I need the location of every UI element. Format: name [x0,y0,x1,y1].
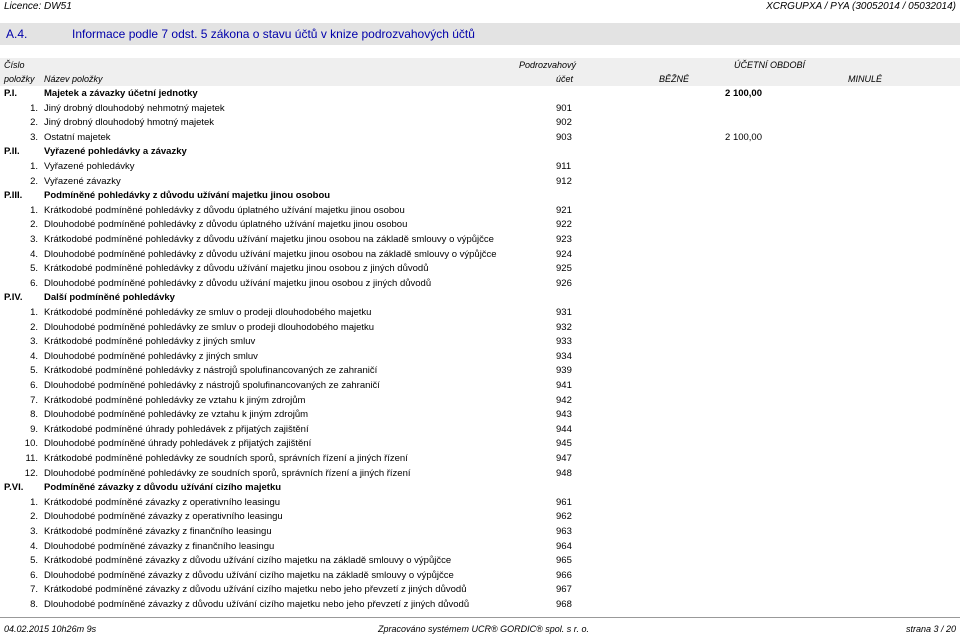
row-code: 3. [30,526,38,537]
row-code: 2. [30,321,38,333]
row-code: 4. [30,248,38,260]
row-name: Majetek a závazky účetní jednotky [44,88,198,99]
row-account: 901 [556,102,572,114]
footer-processed-by: Zpracováno systémem UCR® GORDIC® spol. s r. o. [378,624,589,634]
row-account: 924 [556,248,572,260]
row-code: 1. [30,161,38,172]
row-name: Krátkodobé podmíněné pohledávky z nástrojů spolufinancovaných ze zahraničí [44,365,378,377]
table-row [0,496,960,511]
row-account: 963 [556,526,572,537]
table-row [0,583,960,598]
row-code: 5. [30,263,38,275]
row-code: 1. [30,204,38,216]
table-row [0,598,960,613]
table-row [0,394,960,409]
footer-page-number: strana 3 / 20 [905,624,956,634]
licence-label: Licence: DW51 [4,1,72,12]
table-row [0,204,960,219]
row-name: Krátkodobé podmíněné pohledávky ze soudních sporů, správních řízení a jiných řízení [44,453,408,464]
row-name: Jiný drobný dlouhodobý hmotný majetek [44,117,215,129]
row-name: Dlouhodobé podmíněné pohledávky z důvodu užívání majetku jinou osobou z jiných důvodů [44,277,432,289]
row-account: 967 [556,584,572,596]
section-code: A.4. [6,27,28,41]
row-account: 966 [556,569,572,581]
row-account: 934 [556,350,572,362]
header-polozky: položky [4,74,35,84]
row-name: Jiný drobný dlouhodobý nehmotný majetek [44,102,225,114]
row-name: Vyřazené závazky [44,175,121,187]
table-row [0,321,960,336]
row-account: 962 [556,511,572,523]
row-code: 2. [30,117,38,129]
row-value-bezne: 2 100,00 [725,131,762,143]
row-account: 922 [556,219,572,231]
row-name: Dlouhodobé podmíněné pohledávky z důvodu úplatného užívání majetku jinou osobou [44,219,408,231]
row-name: Dlouhodobé podmíněné závazky z operativního leasingu [44,511,283,523]
header-cislo: Číslo [4,60,25,70]
table-row [0,554,960,569]
table-row [0,218,960,233]
row-name: Dlouhodobé podmíněné úhrady pohledávek z přijatých zajištění [44,438,312,450]
row-account: 964 [556,540,572,552]
row-code: P.VI. [4,482,24,494]
row-account: 912 [556,175,572,187]
row-name: Ostatní majetek [44,131,111,143]
table-row [0,467,960,482]
row-name: Dlouhodobé podmíněné pohledávky ze soudních sporů, správních řízení a jiných řízení [44,467,411,479]
row-account: 941 [556,380,572,391]
row-code: 6. [30,380,38,391]
group-row [0,481,960,496]
header-podrozvahovy: Podrozvahový [519,60,577,70]
table-row [0,131,960,146]
row-code: 2. [30,175,38,187]
row-code: 3. [30,131,38,143]
top-bar [0,0,960,14]
table-row [0,277,960,292]
row-name: Krátkodobé podmíněné pohledávky ze vztahu k jiným zdrojům [44,394,306,406]
row-code: 1. [30,307,38,318]
row-name: Vyřazené pohledávky [44,161,135,172]
group-row [0,145,960,160]
row-code: 11. [25,453,38,464]
row-name: Krátkodobé podmíněné úhrady pohledávek z přijatých zajištění [44,423,309,435]
table-row [0,350,960,365]
row-account: 911 [556,161,572,172]
report-id: XCRGUPXA / PYA (30052014 / 05032014) [766,1,956,12]
header-nazev: Název položky [44,74,103,84]
group-row [0,87,960,102]
row-account: 923 [556,234,572,245]
row-account: 965 [556,555,572,567]
row-code: 2. [30,511,38,523]
row-code: 2. [30,219,38,231]
row-code: 7. [30,584,38,596]
row-name: Dlouhodobé podmíněné pohledávky ze vztahu k jiným zdrojům [44,409,309,421]
table-row [0,423,960,438]
row-account: 945 [556,438,572,450]
row-code: 3. [30,336,38,348]
table-row [0,510,960,525]
row-name: Dlouhodobé podmíněné pohledávky z důvodu užívání majetku jinou osobou na základě smlouvy o výpůjčce [44,248,497,260]
row-name: Krátkodobé podmíněné závazky z důvodu užívání cizího majetku nebo jeho převzetí z jiných důvodů [44,584,467,596]
header-minule: MINULÉ [848,74,883,84]
row-code: 8. [30,599,38,610]
row-code: 10. [24,438,38,450]
table-row [0,116,960,131]
header-ucetni-obdobi: ÚČETNÍ OBDOBÍ [734,60,806,70]
table-row [0,102,960,117]
row-code: P.I. [4,88,18,99]
row-name: Krátkodobé podmíněné pohledávky z důvodu užívání majetku jinou osobou z jiných důvodů [44,263,429,275]
table-row [0,569,960,584]
row-account: 926 [556,277,572,289]
header-bezne: BĚŽNÉ [659,74,690,84]
row-code: 9. [30,423,38,435]
group-row [0,189,960,204]
row-code: 1. [30,496,38,508]
row-code: 6. [30,569,38,581]
table-row [0,306,960,321]
row-code: 7. [30,394,38,406]
row-code: 12. [24,467,38,479]
section-title: Informace podle 7 odst. 5 zákona o stavu účtů v knize podrozvahových účtů [72,27,475,41]
table-row [0,379,960,394]
row-account: 961 [556,496,572,508]
table-row [0,452,960,467]
row-account: 947 [556,453,572,464]
row-name: Krátkodobé podmíněné pohledávky z důvodu úplatného užívání majetku jinou osobou [44,204,405,216]
table-row [0,233,960,248]
row-account: 925 [556,263,572,275]
row-code: P.III. [4,190,23,202]
table-row [0,248,960,263]
row-name: Krátkodobé podmíněné závazky z finančního leasingu [44,526,272,537]
row-name: Podmíněné závazky z důvodu užívání cizího majetku [44,482,282,494]
row-account: 902 [556,117,572,129]
row-name: Krátkodobé podmíněné závazky z důvodu užívání cizího majetku na základě smlouvy o výpůjčce [44,555,452,567]
row-name: Dlouhodobé podmíněné pohledávky z nástrojů spolufinancovaných ze zahraničí [44,380,380,391]
row-name: Krátkodobé podmíněné pohledávky ze smluv o prodeji dlouhodobého majetku [44,307,372,318]
row-account: 933 [556,336,572,348]
row-name: Krátkodobé podmíněné pohledávky z jiných smluv [44,336,256,348]
row-code: P.II. [4,146,20,158]
row-name: Podmíněné pohledávky z důvodu užívání majetku jinou osobou [44,190,331,202]
footer-timestamp: 04.02.2015 10h26m 9s [4,624,97,634]
row-code: 3. [30,234,38,245]
table-row [0,175,960,190]
row-name: Dlouhodobé podmíněné pohledávky ze smluv o prodeji dlouhodobého majetku [44,321,375,333]
row-account: 968 [556,599,572,610]
row-code: 8. [30,409,38,421]
table-row [0,262,960,277]
group-row [0,291,960,306]
row-code: 5. [30,365,38,377]
row-account: 948 [556,467,572,479]
row-account: 932 [556,321,572,333]
table-header-row-1 [0,58,960,72]
table-row [0,525,960,540]
table-row [0,408,960,423]
row-code: 1. [30,102,38,114]
header-ucet: účet [556,74,574,84]
row-name: Další podmíněné pohledávky [44,292,175,304]
row-name: Dlouhodobé podmíněné závazky z finančního leasingu [44,540,275,552]
row-name: Vyřazené pohledávky a závazky [44,146,187,158]
row-code: 4. [30,350,38,362]
table-row [0,540,960,555]
row-name: Dlouhodobé podmíněné závazky z důvodu užívání cizího majetku na základě smlouvy o výpůjčce [44,569,454,581]
row-code: 6. [30,277,38,289]
row-account: 939 [556,365,572,377]
section-header [0,23,960,45]
row-name: Krátkodobé podmíněné závazky z operativního leasingu [44,496,281,508]
row-name: Dlouhodobé podmíněné závazky z důvodu užívání cizího majetku nebo jeho převzetí z jiných důvodů [44,599,470,610]
page-footer [0,617,960,638]
table-row [0,335,960,350]
row-code: P.IV. [4,292,23,304]
row-code: 4. [30,540,38,552]
row-account: 944 [556,423,572,435]
row-account: 943 [556,409,572,421]
row-name: Dlouhodobé podmíněné pohledávky z jiných smluv [44,350,258,362]
table-header-row-2 [0,72,960,86]
table-row [0,364,960,379]
table-row [0,437,960,452]
row-value-bezne: 2 100,00 [725,88,762,99]
row-account: 921 [556,204,572,216]
row-code: 5. [30,555,38,567]
table-row [0,160,960,175]
row-account: 931 [556,307,572,318]
row-account: 942 [556,394,572,406]
row-name: Krátkodobé podmíněné pohledávky z důvodu užívání majetku jinou osobou na základě smlouvy o výpůjčce [44,234,494,245]
row-account: 903 [556,131,572,143]
